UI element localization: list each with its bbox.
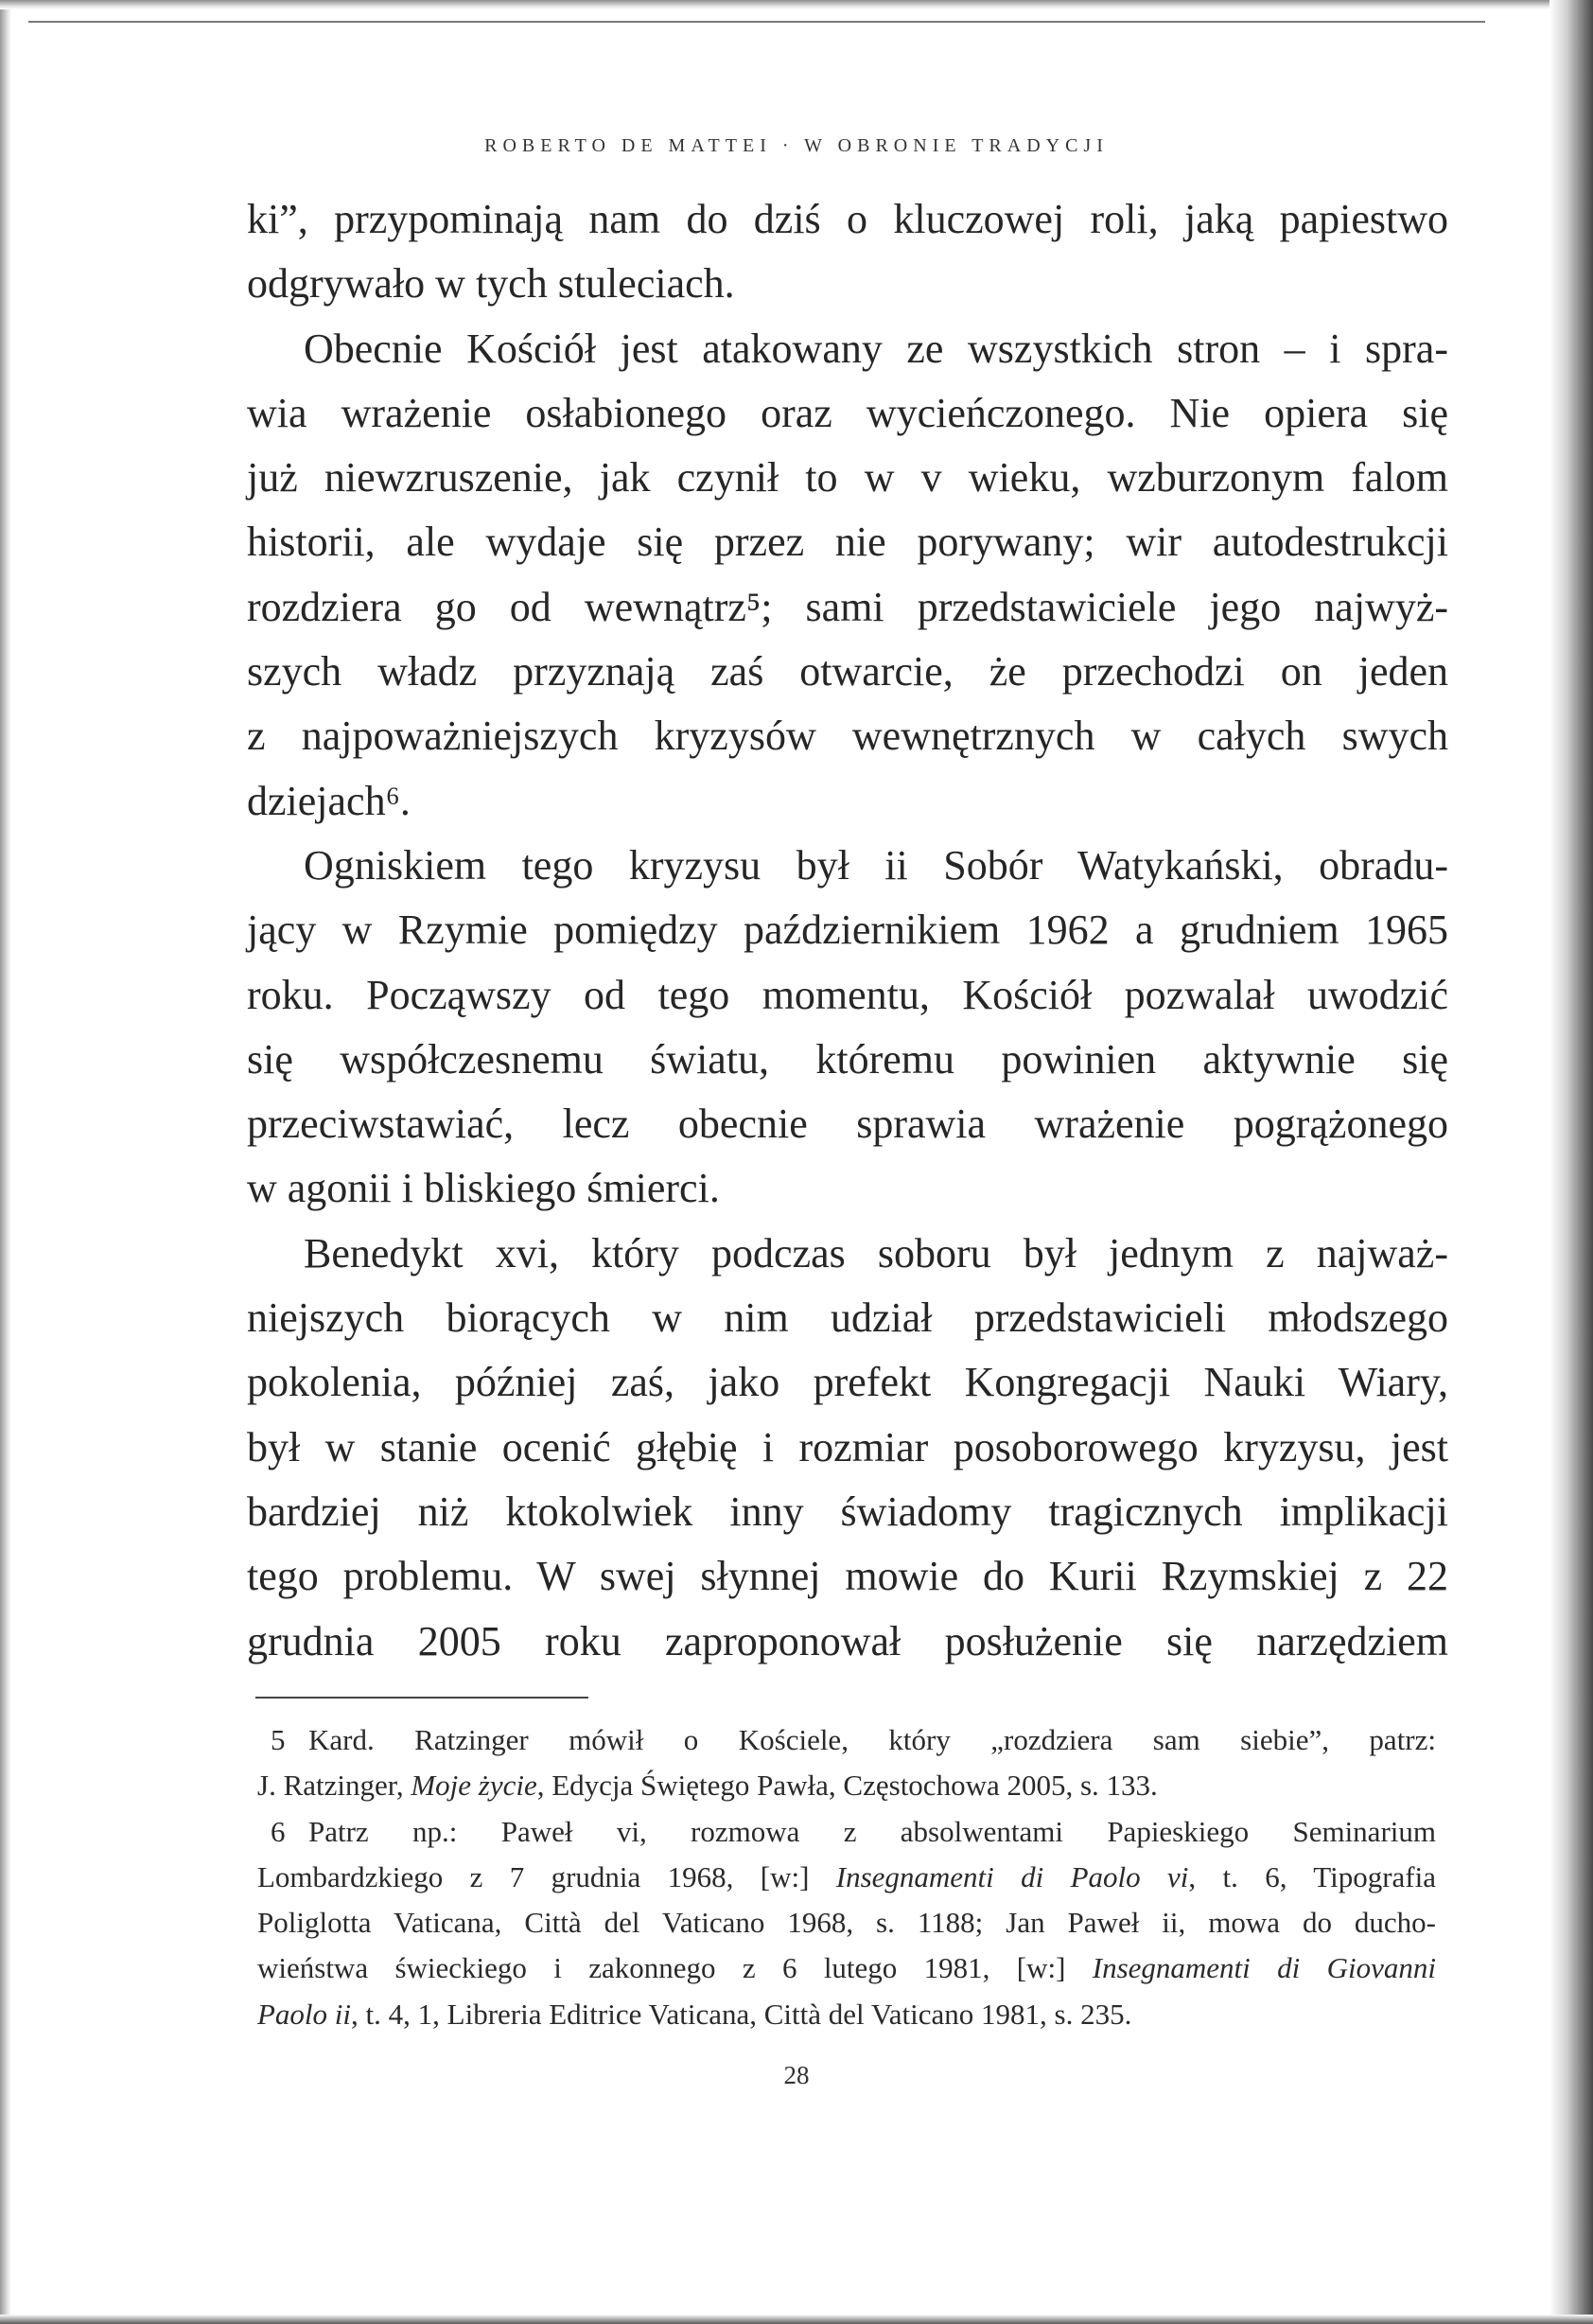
footnote-book-title: Insegnamenti di Giovanni <box>1092 1951 1436 1985</box>
scan-edge-left <box>0 0 11 2324</box>
body-line: ki”, przypominają nam do dziś o kluczowej roli, jaką papiestwo <box>247 196 1448 242</box>
body-line: szych władz przyznają zaś otwarcie, że przechodzi on jeden <box>247 648 1448 695</box>
footnote-6-line-3: Poliglotta Vaticana, Città del Vaticano 1968, s. 1188; Jan Paweł ii, mowa do ducho- <box>257 1906 1436 1940</box>
footnote-text: Patrz np.: Paweł vi, rozmowa z absolwentami Papieskiego Seminarium <box>308 1814 1436 1848</box>
footnote-text: J. Ratzinger, <box>257 1769 411 1803</box>
body-line: dziejach⁶. <box>247 777 411 824</box>
body-line: w agonii i bliskiego śmierci. <box>247 1165 720 1212</box>
scan-edge-top-line <box>28 21 1485 23</box>
body-line: jący w Rzymie pomiędzy październikiem 1962 a grudniem 1965 <box>247 907 1448 954</box>
scan-edge-right <box>1549 0 1593 2324</box>
body-line: Ogniskiem tego kryzysu był ii Sobór Watykański, obradu- <box>304 841 1448 889</box>
body-line: się współczesnemu światu, któremu powinien aktywnie się <box>247 1035 1448 1083</box>
footnote-number: 6 <box>271 1814 286 1848</box>
footnotes <box>257 1717 1436 2037</box>
body-line: z najpoważniejszych kryzysów wewnętrznych w całych swych <box>247 713 1448 760</box>
footnote-book-title: Paolo ii <box>257 1997 352 2031</box>
footnote-text: , t. 4, 1, Libreria Editrice Vaticana, Città del Vaticano 1981, s. 235. <box>351 1997 1132 2031</box>
footnote-text: Lombardzkiego z 7 grudnia 1968, [w:] <box>257 1859 836 1893</box>
body-line: przeciwstawiać, lecz obecnie sprawia wrażenie pogrążonego <box>247 1100 1448 1148</box>
running-header: ROBERTO DE MATTEI · W OBRONIE TRADYCJI <box>484 135 1109 156</box>
footnote-6-line-1 <box>257 1809 1436 1855</box>
body-text <box>247 187 1448 1674</box>
body-line: roku. Począwszy od tego momentu, Kościół pozwalał uwodzić <box>247 971 1448 1018</box>
body-line: rozdziera go od wewnątrz⁵; sami przedstawiciele jego najwyż- <box>247 583 1448 630</box>
footnote-divider <box>255 1697 588 1699</box>
footnote-6-line-5 <box>257 1992 1436 2037</box>
footnote-text: Kard. Ratzinger mówił o Kościele, który „rozdziera sam siebie”, patrz: <box>308 1723 1436 1756</box>
footnote-6-line-4 <box>257 1945 1436 1991</box>
body-line: już niewzruszenie, jak czynił to w v wieku, wzburzonym falom <box>247 454 1448 502</box>
footnote-number: 5 <box>271 1723 286 1756</box>
body-line: Obecnie Kościół jest atakowany ze wszystkich stron – i spra- <box>304 325 1448 372</box>
body-line: pokolenia, później zaś, jako prefekt Kongregacji Nauki Wiary, <box>247 1359 1448 1406</box>
footnote-5-line-1 <box>257 1717 1436 1763</box>
footnote-book-title: Insegnamenti di Paolo vi <box>835 1859 1189 1893</box>
body-line: był w stanie ocenić głębię i rozmiar posoborowego kryzysu, jest <box>247 1423 1448 1470</box>
body-line: bardziej niż ktokolwiek inny świadomy tragicznych implikacji <box>247 1488 1448 1535</box>
body-line: niejszych biorących w nim udział przedstawicieli młodszego <box>247 1294 1448 1342</box>
scan-edge-top <box>0 0 1593 9</box>
footnote-text: , t. 6, Tipografia <box>1188 1859 1436 1893</box>
body-line: wia wrażenie osłabionego oraz wycieńczonego. Nie opiera się <box>247 389 1448 436</box>
body-line: odgrywało w tych stuleciach. <box>247 260 735 308</box>
body-line: tego problemu. W swej słynnej mowie do Kurii Rzymskiej z 22 <box>247 1553 1448 1600</box>
footnote-5-line-2 <box>257 1763 1436 1808</box>
footnote-text: , Edycja Świętego Pawła, Częstochowa 2005, s. 133. <box>536 1769 1158 1803</box>
footnote-text: wieństwa świeckiego i zakonnego z 6 lutego 1981, [w:] <box>257 1951 1093 1985</box>
page-number: 28 <box>783 2061 810 2089</box>
body-line: grudnia 2005 roku zaproponował posłużenie się narzędziem <box>247 1617 1448 1664</box>
scan-edge-bottom <box>0 2315 1593 2324</box>
body-line: Benedykt xvi, który podczas soboru był jednym z najważ- <box>304 1229 1448 1276</box>
body-line: historii, ale wydaje się przez nie porywany; wir autodestrukcji <box>247 519 1448 566</box>
footnote-6-line-2 <box>257 1855 1436 1900</box>
footnote-book-title: Moje życie <box>411 1769 537 1803</box>
